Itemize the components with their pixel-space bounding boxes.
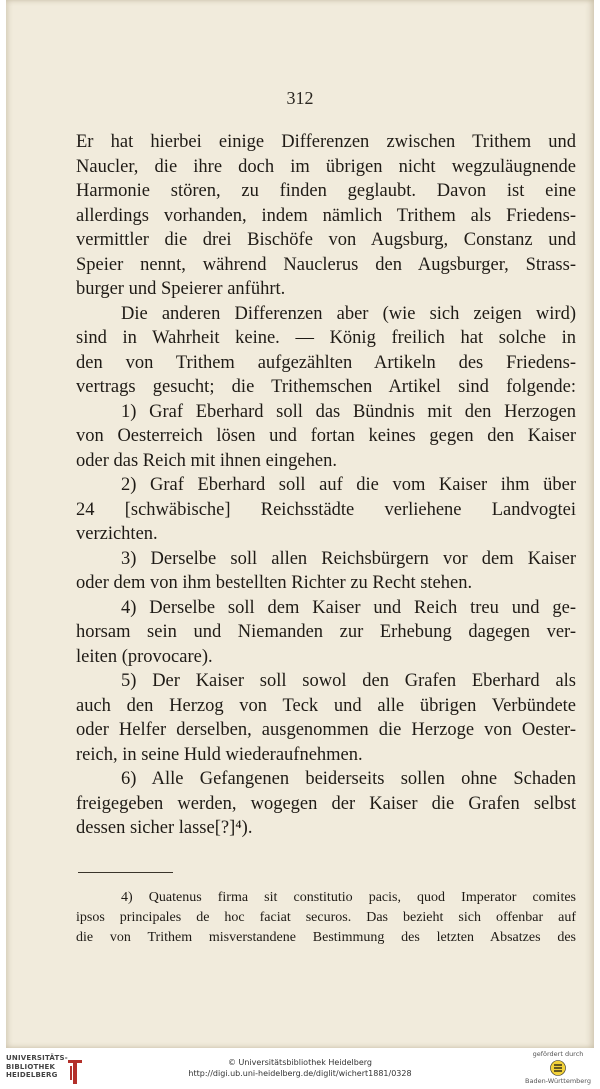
text-line: Speier nennt, während Nauclerus den Augsburger, Strass- [76, 254, 576, 275]
text-line: horsam sein und Niemanden zur Erhebung dagegen ver- [76, 622, 576, 642]
text-line: oder das Reich mit ihnen eingehen. [76, 450, 337, 471]
funder-block [520, 1050, 596, 1085]
funder-crest-icon [550, 1060, 566, 1076]
text-line: leiten (provocare). [76, 646, 213, 667]
text-line: sind in Wahrheit keine. — König freilich hat solche in [76, 328, 576, 348]
text-line: Er hat hierbei einige Differenzen zwischen Trithem und [76, 132, 576, 152]
text-line: 2) Graf Eberhard soll auf die vom Kaiser ihm über [121, 475, 576, 495]
text-line: 6) Alle Gefangenen beiderseits sollen ohne Schaden [121, 769, 576, 789]
footnote-line: 4) Quatenus firma sit constitutio pacis, quod Imperator comites [121, 890, 576, 905]
text-line: reich, in seine Huld wiederaufnehmen. [76, 744, 363, 765]
text-line: 4) Derselbe soll dem Kaiser und Reich treu und ge- [121, 597, 576, 618]
text-line: von Oesterreich lösen und fortan keines gegen den Kaiser [76, 426, 576, 446]
text-line: vertrags gesucht; die Trithemschen Artikel sind folgende: [76, 377, 576, 397]
text-line: auch den Herzog von Teck und alle übrigen Verbündete [76, 695, 576, 716]
footnote [76, 888, 576, 948]
library-logo[interactable] [6, 1054, 86, 1080]
text-line: dessen sicher lasse[?]⁴). [76, 818, 253, 838]
text-line: burger und Speierer anführt. [76, 279, 286, 299]
text-line: oder Helfer derselben, ausgenommen die Herzoge von Oester- [76, 720, 576, 740]
funded-label: gefördert durch [532, 1050, 584, 1058]
page-number: 312 [286, 88, 314, 108]
text-line: 5) Der Kaiser soll sowol den Grafen Eberhard als [121, 671, 576, 691]
body-text [76, 130, 576, 841]
text-line: vermittler die drei Bischöfe von Augsburg, Constanz und [76, 230, 576, 250]
text-line: allerdings vorhanden, indem nämlich Trithem als Friedens- [76, 205, 576, 226]
copyright-text: © Universitätsbibliothek Heidelberg [227, 1058, 372, 1067]
logo-text-line: UNIVERSITÄTS- [6, 1054, 68, 1062]
text-line: oder dem von ihm bestellten Richter zu Recht stehen. [76, 573, 473, 593]
text-line: verzichten. [76, 524, 158, 544]
text-line: 3) Derselbe soll allen Reichsbürgern vor dem Kaiser [121, 548, 576, 569]
footnote-line: die von Trithem misverstandene Bestimmung des letzten Absatzes des [76, 930, 576, 945]
footer-bar [0, 1048, 600, 1089]
logo-text-line: BIBLIOTHEK [6, 1062, 56, 1071]
footnote-line: ipsos principales de hoc faciat securos. Das bezieht sich offenbar auf [76, 910, 576, 925]
text-line: 1) Graf Eberhard soll das Bündnis mit den Herzogen [121, 401, 576, 422]
permalink[interactable]: http://digi.ub.uni-heidelberg.de/diglit/wichert1881/0328 [188, 1069, 412, 1078]
scanned-page [6, 0, 594, 1048]
funder-name[interactable]: Baden-Württemberg [525, 1077, 591, 1085]
text-line: Naucler, die ihre doch im übrigen nicht wegzuläugnende [76, 156, 576, 177]
text-line: 24 [schwäbische] Reichsstädte verliehene Landvogtei [76, 499, 576, 520]
footer-info [150, 1057, 450, 1079]
text-line: Harmonie stören, zu finden geglaubt. Davon ist eine [76, 181, 576, 201]
text-line: den von Trithem aufgezählten Artikeln des Friedens- [76, 352, 576, 373]
text-line: freigegeben werden, wogegen der Kaiser die Grafen selbst [76, 793, 576, 814]
text-line: Die anderen Differenzen aber (wie sich zeigen wird) [121, 303, 576, 324]
footnote-divider [78, 872, 173, 873]
logo-text-line: HEIDELBERG [6, 1071, 58, 1079]
library-emblem-icon [66, 1058, 84, 1086]
